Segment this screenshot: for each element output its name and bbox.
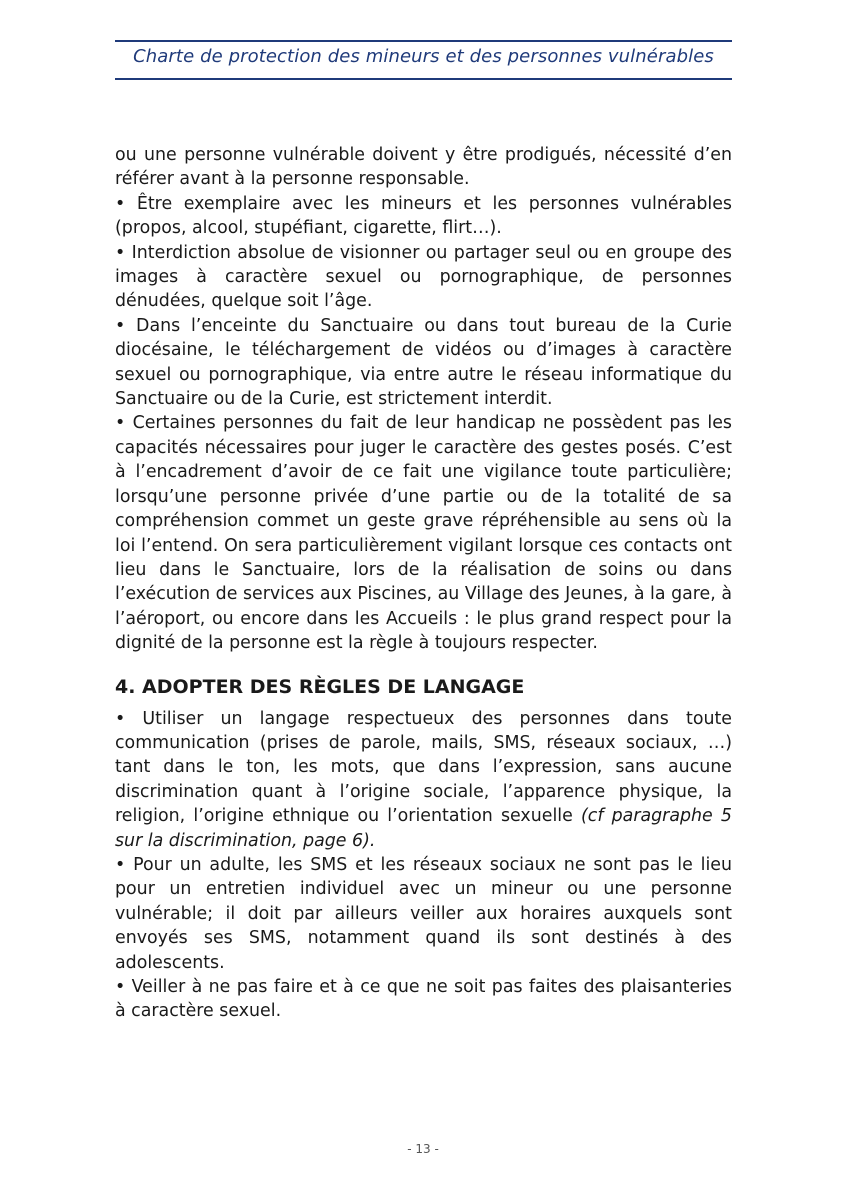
header-rule-top bbox=[115, 40, 732, 42]
document-header-title: Charte de protection des mineurs et des personnes vulnérables bbox=[133, 46, 714, 67]
page-body bbox=[115, 143, 732, 1024]
paragraph: ou une personne vulnérable doivent y être prodigués, nécessité d’en référer avant à la personne responsable. bbox=[115, 145, 732, 190]
header-rule-bottom bbox=[115, 78, 732, 80]
section-heading: 4. ADOPTER DES RÈGLES DE LANGAGE bbox=[115, 675, 525, 698]
bullet-handicap-vigilance: • Certaines personnes du fait de leur handicap ne possèdent pas les capacités nécessaires pour juger le caractère des gestes posés. C’est à l’encadrement d’avoir de ce fait une vigilance toute particulière; lorsqu’une personne privée d’une partie ou de la totalité de sa compréhension commet un geste grave répréhensible au sens où la loi l’entend. On sera particulièrement vigilant lorsque ces contacts ont lieu dans le Sanctuaire, lors de la réalisation de soins ou dans l’exécution de services aux Piscines, au Village des Jeunes, à la gare, à l’aéroport, ou encore dans les Accueils : le plus grand respect pour la dignité de la personne est la règle à toujours respecter. bbox=[115, 413, 732, 654]
bullet-exemplary: • Être exemplaire avec les mineurs et les personnes vulnérables (propos, alcool, stupéfiant, cigarette, flirt…). bbox=[115, 193, 732, 239]
bullet-download-prohibition: • Dans l’enceinte du Sanctuaire ou dans tout bureau de la Curie diocésaine, le téléchargement de vidéos ou d’images à caractère sexuel ou pornographique, via entre autre le réseau informatique du Sanctuaire ou de la Curie, est strictement interdit. bbox=[115, 315, 732, 410]
bullet-respectful-language-text: • Utiliser un langage respectueux des personnes dans toute communication (prises de parole, mails, SMS, réseaux sociaux, …) tant dans le ton, les mots, que dans l’expression, sans aucune discrimination quant à l’origine sociale, l’apparence physique, la religion, l’origine ethnique ou l’orientation sexuelle bbox=[115, 708, 732, 827]
bullet-jokes: • Veiller à ne pas faire et à ce que ne soit pas faites des plaisanteries à caractère sexuel. bbox=[115, 977, 732, 1022]
discrimination-reference: (cf paragraphe 5 sur la discrimination, page 6). bbox=[115, 806, 732, 851]
page-number: - 13 - bbox=[407, 1142, 439, 1156]
bullet-respectful-language bbox=[115, 707, 732, 853]
bullet-images-prohibition: • Interdiction absolue de visionner ou partager seul ou en groupe des images à caractère sexuel ou pornographique, de personnes dénudées, quelque soit l’âge. bbox=[115, 242, 732, 312]
bullet-sms-social-networks: • Pour un adulte, les SMS et les réseaux sociaux ne sont pas le lieu pour un entretien individuel avec un mineur ou une personne vulnérable; il doit par ailleurs veiller aux horaires auxquels sont envoyés ses SMS, notamment quand ils sont destinés à des adolescents. bbox=[115, 854, 732, 973]
